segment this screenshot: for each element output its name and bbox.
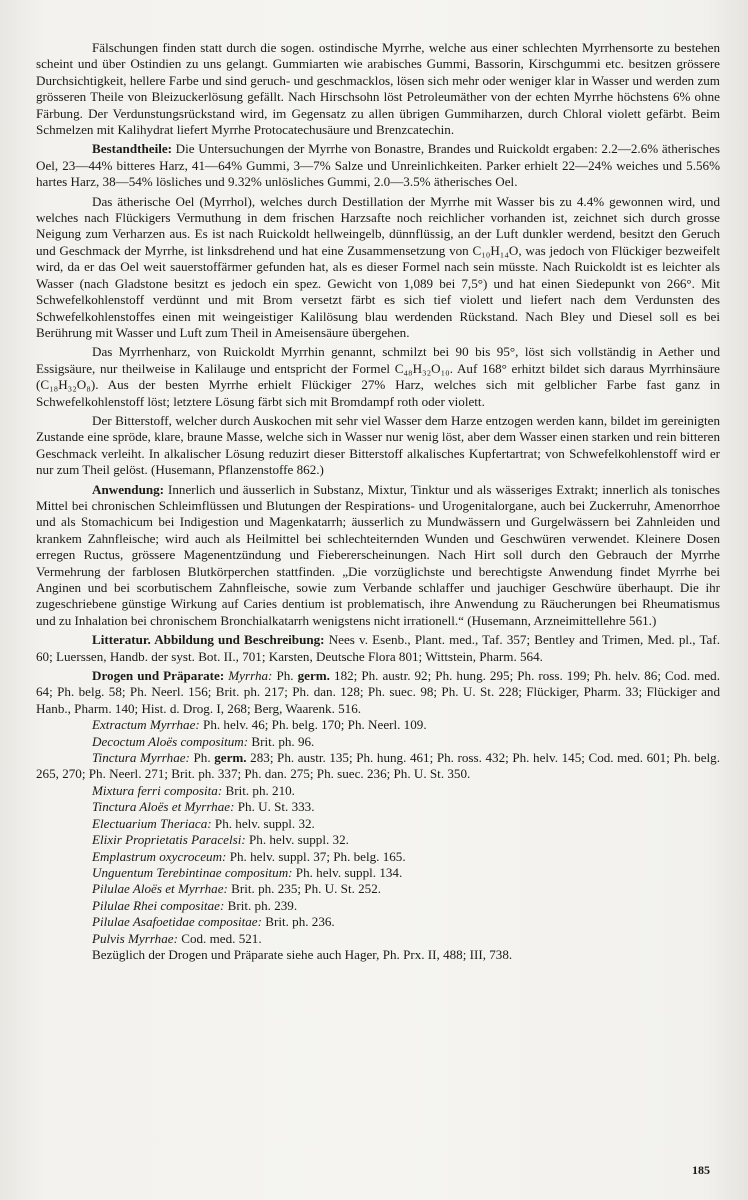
litteratur-paragraph: [36, 632, 720, 665]
drug-text: Ph. helv. suppl. 32.: [214, 815, 315, 831]
drug-entry: [36, 865, 720, 881]
bestandtheile-text: Die Untersuchungen der Myrrhe von Bonastre, Brandes und Ruickoldt ergaben: 2.2—2.6% ätherisches Oel, 23—44% bitteres Harz, 41—64% Gummi, 3—7% Salze und Unreinlichkeiten. Parker erhielt 22—24% weiches und 5.56% hartes Harz, 38—54% lösliches und 9.32% unlösliches Gummi, 2.0—3.5% ätherisches Oel.: [36, 141, 720, 190]
drug-text: Brit. ph. 239.: [227, 897, 298, 913]
drogen-list: [36, 668, 720, 963]
drug-entry: [36, 717, 720, 733]
drug-name: Pulvis Myrrhae:: [92, 930, 178, 946]
drug-text: Ph. helv. suppl. 37; Ph. belg. 165.: [229, 848, 406, 864]
anwendung-heading: Anwendung:: [92, 481, 165, 497]
drug-name: Mixtura ferri composita:: [92, 782, 223, 798]
drug-entry: [36, 914, 720, 930]
intro-paragraph: Fälschungen finden statt durch die sogen. ostindische Myrrhe, welche aus einer schlechten Myrrhensorte zu bestehen scheint und über Ostindien zu uns gelangt. Gummiarten wie arabisches Gummi, Bassorin, Kirschgummi etc. besitzen grössere Durchsichtigkeit, hellere Farbe und sind geruch- und geschmacklos, lösen sich mehr oder weniger klar in Wasser und werden zum grösseren Theile von Bleizuckerlösung gefällt. Nach Hirschsohn löst Petroleumäther von der echten Myrrhe höchstens 6% ohne Färbung. Der Verdunstungsrückstand wird, im Gegensatz zu allen übrigen Gummiharzen, durch Chloral violett gefärbt. Beim Schmelzen mit Kalihydrat liefert Myrrhe Protocatechusäure und Brenzcatechin.: [36, 40, 720, 138]
drug-name: Elixir Proprietatis Paracelsi:: [92, 832, 246, 848]
drug-germ: germ.: [297, 668, 330, 684]
oil-paragraph: Das ätherische Oel (Myrrhol), welches durch Destillation der Myrrhe mit Wasser bis zu 4.4% gewonnen wird, und welches nach Flückigers Vermuthung in dem frischen Harzsafte noch reichlicher vorhanden ist, zeichnet sich durch grosse Neigung zum Verharzen aus. Es ist nach Ruickoldt hellweingelb, dünnflüssig, an der Luft dunkler werdend, besitzt den Geruch und Geschmack der Myrrhe, ist linksdrehend und hat eine Zusammensetzung von C₁₀H₁₄O, was jedoch von Flückiger bezweifelt wird, da er das Oel weit sauerstoffärmer gefunden hat, als es dieser Formel nach sein müsste. Nach Ruickoldt ist es leichter als Wasser (nach Gladstone besitzt es jedoch ein spez. Gewicht von 1,089 bei 7,5°) und hat einen Siedepunkt von 266°. Mit Schwefelkohlenstoff verdünnt und mit Brom versetzt färbt es sich tief violett und liefert nach dem Verdunsten des Schwefelkohlenstoffes einen mit weingeistiger Kalilösung blau werdenden Rückstand. Nach Bley und Diesel soll es bei Berührung mit Wasser und Luft zum Theil in Ameisensäure übergehen.: [36, 193, 720, 340]
drogen-closing: Bezüglich der Drogen und Präparate siehe auch Hager, Ph. Prx. II, 488; III, 738.: [92, 946, 513, 962]
drug-text: Brit. ph. 96.: [251, 733, 315, 749]
resin-paragraph: Das Myrrhenharz, von Ruickoldt Myrrhin genannt, schmilzt bei 90 bis 95°, löst sich vollständig in Aether und Essigsäure, nur theilweise in Kalilauge und entspricht der Formel C₄₈H₃₂O₁₀. Auf 168° erhitzt bildet sich daraus Myrrhinsäure (C₁₈H₃₂O₈). Aus der besten Myrrhe erhielt Flückiger 27% Harz, welches sich mit gelblicher Farbe fast ganz in Schwefelkohlenstoff löst; letztere Lösung färbt sich mit Bromdampf roth oder violett.: [36, 344, 720, 409]
drug-entry: [36, 783, 720, 799]
drug-germ: germ.: [214, 750, 247, 766]
drug-name: Pilulae Rhei compositae:: [92, 897, 225, 913]
drug-entry: [36, 734, 720, 750]
drug-text: Ph.: [276, 668, 294, 684]
drogen-heading: Drogen und Präparate:: [92, 668, 225, 684]
drug-entry: [36, 898, 720, 914]
bestandtheile-paragraph: [36, 141, 720, 190]
drug-text: Cod. med. 521.: [181, 930, 262, 946]
drug-entry: [36, 849, 720, 865]
drug-text: Brit. ph. 210.: [225, 782, 295, 798]
bitter-paragraph: Der Bitterstoff, welcher durch Auskochen mit sehr viel Wasser dem Harze entzogen werden kann, bildet im gereinigten Zustande eine spröde, klare, braune Masse, welche sich in Wasser nur wenig löst, aber dem Wasser einen starken und rein bitteren Geschmack verleiht. In alkalischer Lösung reduzirt dieser Bitterstoff alkalisches Kupfertartrat; von Schwefelkohlenstoff wird er nur zum Theil gelöst. (Husemann, Pflanzenstoffe 862.): [36, 412, 720, 478]
drug-text: Ph. helv. 46; Ph. belg. 170; Ph. Neerl. 109.: [203, 717, 427, 733]
drug-text: Brit. ph. 236.: [265, 914, 335, 930]
drug-entry: [36, 799, 720, 815]
anwendung-paragraph: [36, 482, 720, 630]
drug-name: Tinctura Aloës et Myrrhae:: [92, 799, 235, 815]
drug-text: 283; Ph. austr. 135; Ph. hung. 461; Ph. ross. 432; Ph. helv. 145; Cod. med. 601; Ph. belg. 265, 270; Ph. Neerl. 271; Brit. ph. 337; Ph. dan. 275; Ph. suec. 236; Ph. U. St. 350.: [36, 750, 720, 782]
drug-entry: [36, 832, 720, 848]
drug-entry: [36, 931, 720, 947]
drug-name: Decoctum Aloës compositum:: [92, 733, 249, 749]
drug-entry: [36, 881, 720, 897]
drug-text: 182; Ph. austr. 92; Ph. hung. 295; Ph. ross. 199; Ph. helv. 86; Cod. med. 64; Ph. belg. 58; Ph. Neerl. 156; Brit. ph. 217; Ph. dan. 128; Ph. suec. 98; Ph. U. St. 228; Flückiger, Pharm. 33; Flückiger and Hanb., Pharm. 140; Hist. d. Drog. I, 268; Berg, Waarenk. 516.: [36, 668, 720, 716]
drogen-first-entry: [36, 668, 720, 717]
bestandtheile-heading: Bestandtheile:: [92, 141, 173, 157]
drug-name: Electuarium Theriaca:: [92, 815, 212, 831]
drug-entry-tinctura: [36, 750, 720, 783]
drug-name: Emplastrum oxycroceum:: [92, 848, 227, 864]
drug-text: Ph. U. St. 333.: [237, 799, 315, 815]
litteratur-text: Nees v. Esenb., Plant. med., Taf. 357; Bentley and Trimen, Med. pl., Taf. 60; Luerssen, Handb. der syst. Bot. II., 701; Karsten, Deutsche Flora 801; Wittstein, Pharm. 564.: [36, 632, 721, 664]
drug-text: Ph. helv. suppl. 134.: [295, 864, 403, 880]
drug-text: Ph.: [193, 750, 211, 766]
drug-text: Ph. helv. suppl. 32.: [249, 832, 349, 848]
litteratur-heading: Litteratur. Abbildung und Beschreibung:: [92, 632, 325, 648]
drug-name: Extractum Myrrhae:: [92, 717, 200, 733]
drug-name: Myrrha:: [228, 668, 273, 684]
page-number: 185: [692, 1163, 710, 1177]
drug-name: Pilulae Aloës et Myrrhae:: [92, 881, 228, 897]
drug-name: Unguentum Terebintinae compositum:: [92, 864, 293, 880]
drug-text: Brit. ph. 235; Ph. U. St. 252.: [231, 881, 382, 897]
drug-entry: [36, 816, 720, 832]
drug-name: Tinctura Myrrhae:: [92, 750, 190, 766]
drug-name: Pilulae Asafoetidae compositae:: [92, 914, 262, 930]
anwendung-text: Innerlich und äusserlich in Substanz, Mixtur, Tinktur und als wässeriges Extrakt; innerlich als tonisches Mittel bei chronischen Schleimflüssen und Blutungen der Respirations- und Urogenitalorgane, auch bei Zuckerruhr, Amenorrhoe und als Stomachicum bei Indigestion und Magenkatarrh; äusserlich zu Mundwässern und Gurgelwässern bei Zahnleiden und krankem Zahnfleische; wird auch als Heilmittel bei schlechteiternden Wunden und Geschwüren verwendet. Kleinere Dosen erregen Ructus, grössere Magenentzündung und Fiebererscheinungen. Nach Hirt soll durch den Gebrauch der Myrrhe Vermehrung der farblosen Blutkörperchen stattfinden. „Die vorzüglichste und berechtigste Anwendung findet Myrrhe bei Anginen und bei scorbutischem Zahnfleische, sowie zum Verbande schlaffer und jauchiger Geschwüre überhaupt. Die ihr zugeschriebene günstige Wirkung auf Caries dentium ist problematisch, ihre Anwendung zu Räucherungen bei Rheumatismus und zu Inhalation bei chronischem Bronchialkatarrh wenigstens nicht irrationell.“ (Husemann, Arzneimittellehre 561.): [36, 481, 720, 628]
